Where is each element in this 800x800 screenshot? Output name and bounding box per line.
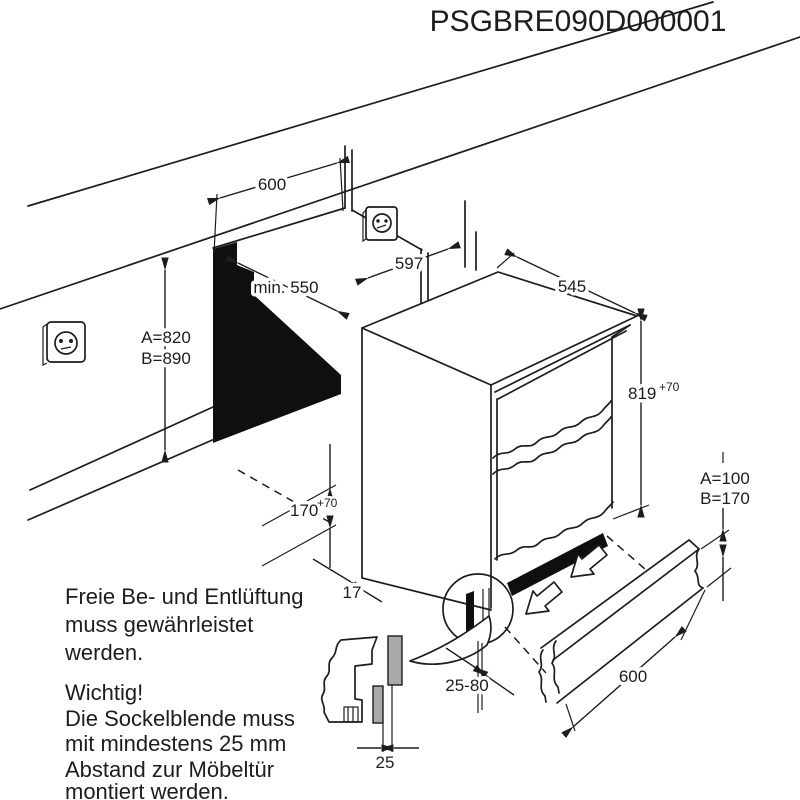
appliance-depth-extension — [497, 253, 514, 268]
callout-tail — [410, 616, 491, 664]
furniture-door-section — [388, 636, 402, 685]
ventilation-note — [64, 584, 303, 665]
appliance-height-leader — [613, 505, 649, 519]
niche-width-extensions — [214, 158, 343, 254]
note-line: werden. — [65, 640, 144, 665]
power-outlet-left-icon — [43, 322, 85, 365]
dim-label-recess-depth: 17 — [342, 583, 362, 602]
important-note — [65, 680, 295, 800]
plinth-corner-shadow — [466, 591, 474, 632]
dim-label-appliance-depth: 545 — [557, 277, 587, 296]
plinth-height-extensions — [701, 530, 731, 587]
door-right-edge — [612, 325, 630, 508]
outlet-face — [47, 322, 85, 362]
note-line: muss gewährleistet — [65, 612, 254, 637]
note-line: Wichtig! — [65, 680, 144, 705]
projection-line — [505, 627, 546, 673]
furniture-panel-section — [322, 637, 377, 722]
dim-label-appliance-height-tol: +70 — [659, 380, 680, 394]
outlet-pin — [59, 339, 63, 343]
dim-label-plinth-height-a: A=100 — [700, 469, 750, 488]
plinth-panel-section — [373, 686, 383, 723]
dim-recess-depth-a — [313, 559, 351, 582]
dim-label-niche-width: 600 — [257, 175, 287, 194]
niche-shadow — [213, 242, 341, 443]
note-line: mit mindestens 25 mm — [65, 731, 287, 756]
outlet-pin — [384, 219, 387, 222]
outlet-face — [366, 207, 397, 240]
dim-recess-depth-b — [364, 591, 382, 602]
note-line: montiert werden. — [65, 779, 229, 800]
outlet-pin — [376, 219, 379, 222]
dim-label-niche-depth: min. 550 — [253, 278, 319, 297]
dim-label-panel-length: 600 — [618, 667, 648, 686]
dim-label-appliance-width: 597 — [394, 254, 424, 273]
note-line: Freie Be- und Entlüftung — [65, 584, 304, 609]
dim-label-plinth-recess: 170 — [290, 501, 319, 520]
dim-label-plinth-recess-tol: +70 — [317, 496, 338, 510]
dim-label-worktop-height-a: A=820 — [141, 328, 191, 347]
floor-line-upper — [30, 407, 213, 490]
dim-label-appliance-height: 819 — [628, 384, 657, 403]
dim-label-setback-range: 25-80 — [445, 676, 489, 695]
note-line: Abstand zur Möbeltür — [65, 757, 275, 782]
gap-extension-lines — [383, 685, 392, 752]
dim-setback-b — [485, 675, 514, 695]
power-outlet-niche-icon — [363, 207, 397, 241]
note-line: Die Sockelblende muss — [65, 706, 295, 731]
appliance-group — [362, 272, 637, 634]
drawing-title: PSGBRE090D000001 — [429, 5, 727, 38]
floor-line-lower — [28, 438, 217, 520]
dim-label-door-gap: 25 — [375, 753, 395, 772]
dim-label-plinth-height-b: B=170 — [700, 489, 750, 508]
dim-label-worktop-height-b: B=890 — [141, 349, 191, 368]
outlet-pin — [69, 339, 73, 343]
